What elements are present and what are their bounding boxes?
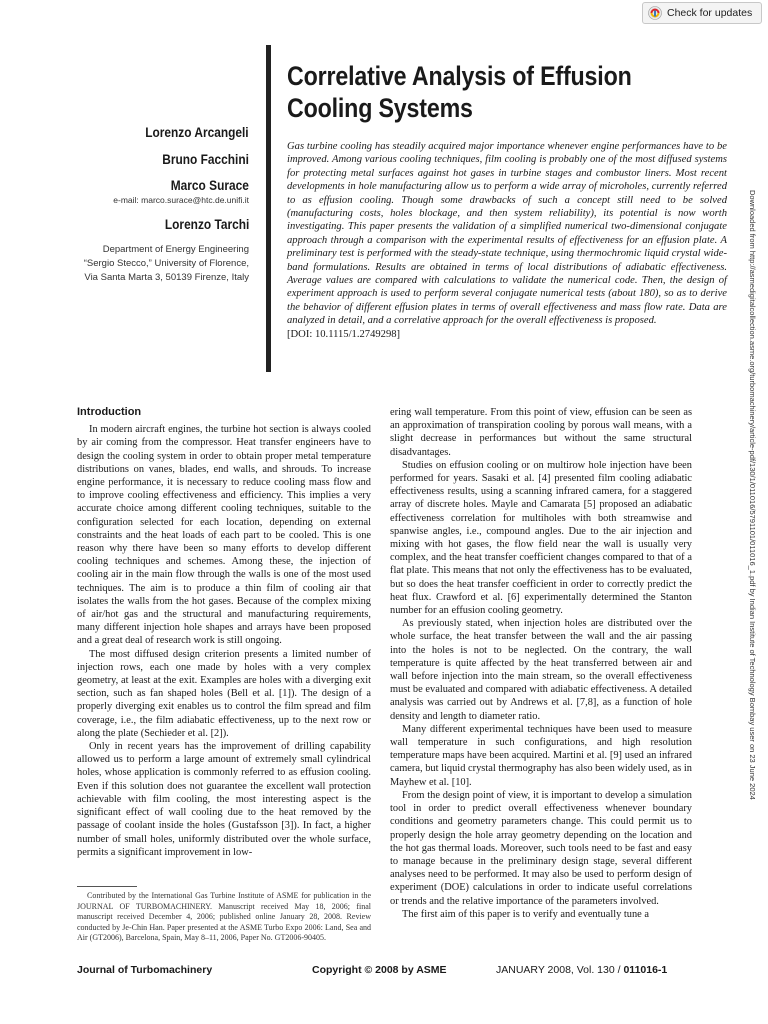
section-heading: Introduction bbox=[77, 406, 142, 418]
paragraph: ering wall temperature. From this point of view, effusion can be seen as an approximation of transpiration cooling by porous wall means, with a slight decrease in performances but without the same structural disadvantages. bbox=[390, 407, 692, 458]
author-affiliation: Department of Energy Engineering “Sergio Stecco,” University of Florence, Via Santa Marta 3, 50139 Firenze, Italy bbox=[83, 244, 249, 283]
paragraph: From the design point of view, it is important to develop a simulation tool in order to predict overall effectiveness whenever boundary conditions and geometry parameters change. This could permit us to properly design the hole array geometry depending on the location and the hot gas thermal loads. Moreover, such tools need to be fast and easy to manage because in the preliminary design stage, several different analyses need to be performed. It may also be used to perform design of experiment (DOE) calculations in order to indicate useful correlations or trends and the relative importance of the parameters involved. bbox=[390, 789, 692, 907]
paragraph: Studies on effusion cooling or on multirow hole injection have been performed for years. Sasaki et al. [4] presented film cooling adiabatic effectiveness results, using a scanning infrared camera, for a staggered array of discrete holes. Mayle and Camarata [5] proposed an adiabatic effectiveness correlation for multiholes with both streamwise and spanwise angles, i.e., compound angles. Due to the air injection and mixing with hot gases, the flow field near the wall is usually very complex, and the heat transfer coefficient changes compared to that of a flat plate. This means that not only the effectiveness has to be evaluated, but so does the heat transfer coefficient in order to correctly predict the heat flux. Crawford et al. [6] experimentally determined the Stanton number for an effusion cooling geometry. bbox=[390, 459, 692, 617]
footer-issue bbox=[496, 964, 667, 976]
paragraph: Many different experimental techniques have been used to measure wall temperature in such configurations, and high resolution temperature maps have been acquired. Martini et al. [9] used an infrared camera, but liquid crystal thermography has also been widely used, as in Mayhew et al. [10]. bbox=[390, 723, 692, 788]
footnote: Contributed by the International Gas Turbine Institute of ASME for publication in the JOURNAL OF TURBOMACHINERY. Manuscript received May 18, 2006; final manuscript received December 4, 2006; published online January 28, 2008. Review conducted by Je-Chin Han. Paper presented at the ASME Turbo Expo 2006: Land, Sea and Air (GT2006), Barcelona, Spain, May 8–11, 2006, Paper No. GT2006-90405. bbox=[77, 891, 371, 943]
footer-separator: / bbox=[617, 964, 624, 976]
check-for-updates-label: Check for updates bbox=[667, 7, 753, 19]
paragraph: Only in recent years has the improvement of drilling capability allowed us to perform a large amount of extremely small cylindrical holes, whose application is commonly referred to as effusion cooling. Even if this solution does not guarantee the excellent wall protection achievable with film cooling, the most interesting aspect is the significant effect of wall cooling due to the heat removed by the passage of coolant inside the holes (Gustafsson [3]). In fact, a higher number of small holes, uniformly distributed over the whole surface, permits a significant improvement in low- bbox=[77, 741, 371, 858]
right-column bbox=[390, 406, 692, 921]
left-column bbox=[77, 406, 371, 859]
paragraph: The most diffused design criterion presents a limited number of injection rows, each one made by holes with a very complex geometry, at least at the exit. Examples are holes with a diverging exit section, such as fan shaped holes (Bell et al. [1]). The design of a properly diverging exit enables us to control the film spread and film coverage, i.e., the film adiabatic effectiveness, up to the next row or along the plate (Sechieder et al. [2]). bbox=[77, 648, 371, 739]
author-email[interactable]: e-mail: marco.surace@htc.de.unifi.it bbox=[113, 195, 249, 205]
footer-page-number: 011016-1 bbox=[623, 964, 668, 976]
abstract bbox=[287, 140, 727, 341]
download-watermark: Downloaded from http://asmedigitalcollection.asme.org/turbomachinery/article-pdf/130/1/011016/5791101/011016_1.pdf by Indian Institute of Technology Bombay user on 23 June 2024 bbox=[748, 190, 757, 800]
doi-link[interactable]: [DOI: 10.1115/1.2749298] bbox=[287, 328, 401, 340]
paper-title: Correlative Analysis of Effusion Cooling Systems bbox=[287, 61, 632, 123]
title-accent-bar bbox=[266, 45, 271, 372]
author-name: Lorenzo Tarchi bbox=[164, 216, 249, 232]
footer-copyright: Copyright © 2008 by ASME bbox=[312, 964, 447, 976]
author-name: Lorenzo Arcangeli bbox=[145, 124, 249, 140]
footer-issue-text: JANUARY 2008, Vol. 130 bbox=[496, 964, 615, 976]
crossmark-icon bbox=[648, 6, 662, 20]
footnote-divider bbox=[77, 886, 137, 887]
abstract-text: Gas turbine cooling has steadily acquired major importance whenever engine performances have to be improved. Among various cooling techniques, film cooling is probably one of the most diffused systems for protecting metal surfaces against hot gases in turbine stages and combustor liners. Most recent developments in hole manufacturing allow us to perform a wide array of microholes, currently referred to as effusion cooling. Though some drawbacks of such a concept still need to be solved (manufacturing costs, holes blockage, and then system reliability), its potential is now worth investigating. This paper presents the validation of a simplified numerical two-dimensional conjugate approach through a comparison with the experimental results of effectiveness for an effusion plate. A preliminary test is performed with the steady-state technique, using thermochromic liquid crystal wide-band formulations. Results are obtained in terms of local distributions of adiabatic effectiveness. Average values are compared with calculations to validate the numerical code. Then, the design of experiment approach is used to perform several conjugate numerical tests (about 180), so as to derive the behavior of different effusion plates in terms of overall effectiveness and mass flow rate. Data are analyzed in detail, and a correlative approach for the overall effectiveness is proposed. bbox=[287, 141, 727, 327]
footer-journal: Journal of Turbomachinery bbox=[77, 964, 213, 976]
paragraph: As previously stated, when injection holes are distributed over the whole surface, the heat transfer between the wall and the air passing into the holes is not to be neglected. On the contrary, the wall temperature is quite affected by the heat transferred between air and wall before injection into the main stream, so the overall effectiveness must be evaluated and compared with adiabatic effectiveness. A detailed analysis was carried out by Andrews et al. [7,8], as a function of hole density and length to diameter ratio. bbox=[390, 618, 692, 722]
paragraph: In modern aircraft engines, the turbine hot section is always cooled by air coming from the compressor. Heat transfer engineers have to design the cooling system in order to obtain proper metal temperature distributions on vanes, blades, end walls, and shrouds. To increase engine performance, it is necessary to reduce cooling mass flow and to improve cooling effectiveness and efficiency. This implies a very accurate choice among different cooling techniques, suitable to the configuration selected for each location, depending on external constraints and the heat loads of each part to be cooled. This is one reason why there have been so many efforts to develop different cooling techniques and schemes. Among these, the injection of cooling air in the main flow through the walls is one of the most used techniques. The aim is to produce a thin film of cooling air that isolates the walls from the hot gases. Because of the complex mixing of air/hot gas and the structural and manufacturing requirements, many different injection hole shapes and arrays have been proposed and a great deal of research work is still ongoing. bbox=[77, 424, 371, 647]
paragraph: The first aim of this paper is to verify and eventually tune a bbox=[402, 908, 649, 920]
check-for-updates-button[interactable] bbox=[642, 2, 762, 24]
author-name: Bruno Facchini bbox=[162, 151, 249, 167]
author-name: Marco Surace bbox=[170, 177, 249, 193]
